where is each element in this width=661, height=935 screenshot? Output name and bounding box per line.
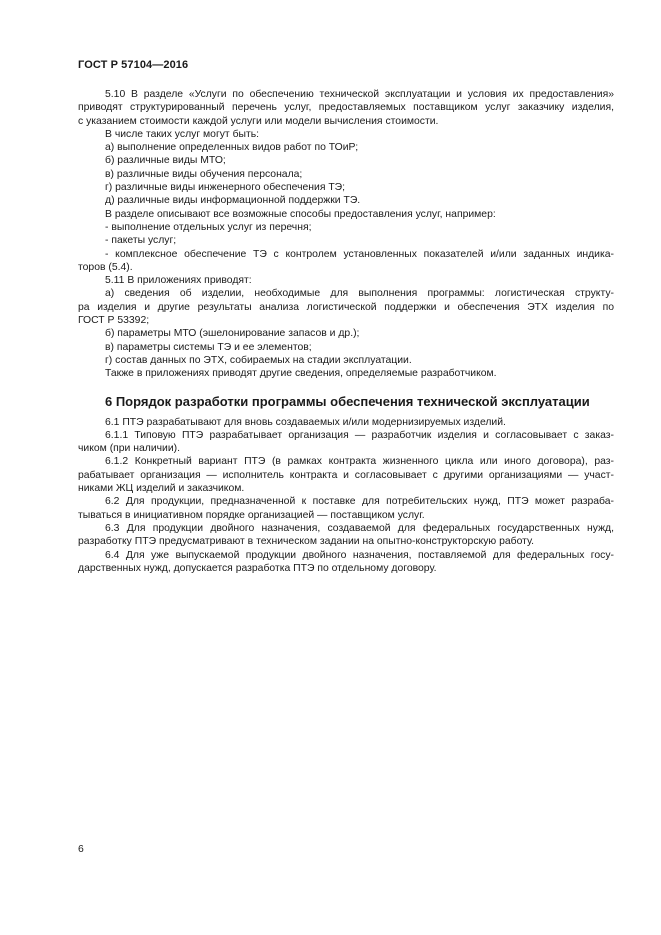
document-body [78, 88, 614, 575]
section-6-text [78, 416, 614, 576]
text-line: г) различные виды инженерного обеспечения ТЭ; [105, 182, 346, 194]
text-line: д) различные виды информационной поддержки ТЭ. [105, 195, 361, 207]
section-6-heading: 6 Порядок разработки программы обеспечения технической эксплуатации [105, 393, 590, 409]
text-line: б) различные виды МТО; [105, 155, 226, 167]
text-line: Также в приложениях приводят другие сведения, определяемые разработчиком. [105, 368, 497, 380]
text-line: никами ЖЦ изделий и заказчиком. [78, 483, 245, 495]
text-line: - комплексное обеспечение ТЭ с контролем установленных показателей и/или заданных индика- [105, 248, 614, 260]
text-line: г) состав данных по ЭТХ, собираемых на стадии эксплуатации. [105, 354, 412, 366]
text-line: 6.1.2 Конкретный вариант ПТЭ (в рамках контракта жизненного цикла или иного договора), раз- [105, 456, 614, 468]
text-line: 6.2 Для продукции, предназначенной к поставке для потребительских нужд, ПТЭ может разраба- [105, 496, 614, 508]
section-5-text [78, 88, 614, 381]
text-line: с указанием стоимости каждой услуги или модели вычисления стоимости. [78, 115, 439, 127]
page-number: 6 [78, 844, 84, 855]
text-line: - пакеты услуг; [105, 235, 177, 247]
text-line: 6.1.1 Типовую ПТЭ разрабатывает организация — разработчик изделия и согласовывает с заказ- [105, 429, 614, 441]
text-line: 5.11 В приложениях приводят: [105, 275, 252, 287]
text-line: разработку ПТЭ предусматривают в техническом задании на опытно-конструкторскую работу. [78, 536, 535, 548]
text-line: 6.1 ПТЭ разрабатывают для вновь создаваемых и/или модернизируемых изделий. [105, 416, 506, 428]
text-line: б) параметры МТО (эшелонирование запасов и др.); [105, 328, 360, 340]
text-line: - выполнение отдельных услуг из перечня; [105, 221, 312, 233]
text-line: ГОСТ Р 53392; [78, 315, 150, 327]
text-line: торов (5.4). [78, 261, 133, 273]
text-line: дарственных нужд, допускается разработка ПТЭ по отдельному договору. [78, 562, 437, 574]
document-header: ГОСТ Р 57104—2016 [78, 59, 189, 71]
text-line: тываться в инициативном порядке организацией — поставщиком услуг. [78, 509, 425, 521]
text-line: приводят структурированный перечень услуг, предоставляемых поставщиком услуг заказчику изделия, [78, 102, 614, 114]
text-line: рабатывает организация — исполнитель контракта и согласовывает с другими организациями — участ- [78, 469, 614, 481]
text-line: в) различные виды обучения персонала; [105, 168, 303, 180]
text-line: в) параметры системы ТЭ и ее элементов; [105, 341, 312, 353]
spacer [78, 381, 614, 393]
text-line: чиком (при наличии). [78, 443, 180, 455]
text-line: а) выполнение определенных видов работ по ТОиР; [105, 142, 359, 154]
text-line: а) сведения об изделии, необходимые для выполнения программы: логистическая структу- [105, 288, 614, 300]
text-line: В разделе описывают все возможные способы предоставления услуг, например: [105, 208, 496, 220]
text-line: 5.10 В разделе «Услуги по обеспечению технической эксплуатации и условия их предоставления» [105, 89, 614, 100]
text-line: 6.3 Для продукции двойного назначения, создаваемой для федеральных государственных нужд, [105, 522, 614, 534]
text-line: В числе таких услуг могут быть: [105, 128, 260, 140]
text-line: 6.4 Для уже выпускаемой продукции двойного назначения, поставляемой для федеральных госу- [105, 549, 614, 561]
text-line: ра изделия и другие результаты анализа логистической поддержки и обеспечения ЭТХ изделия по [78, 301, 614, 313]
